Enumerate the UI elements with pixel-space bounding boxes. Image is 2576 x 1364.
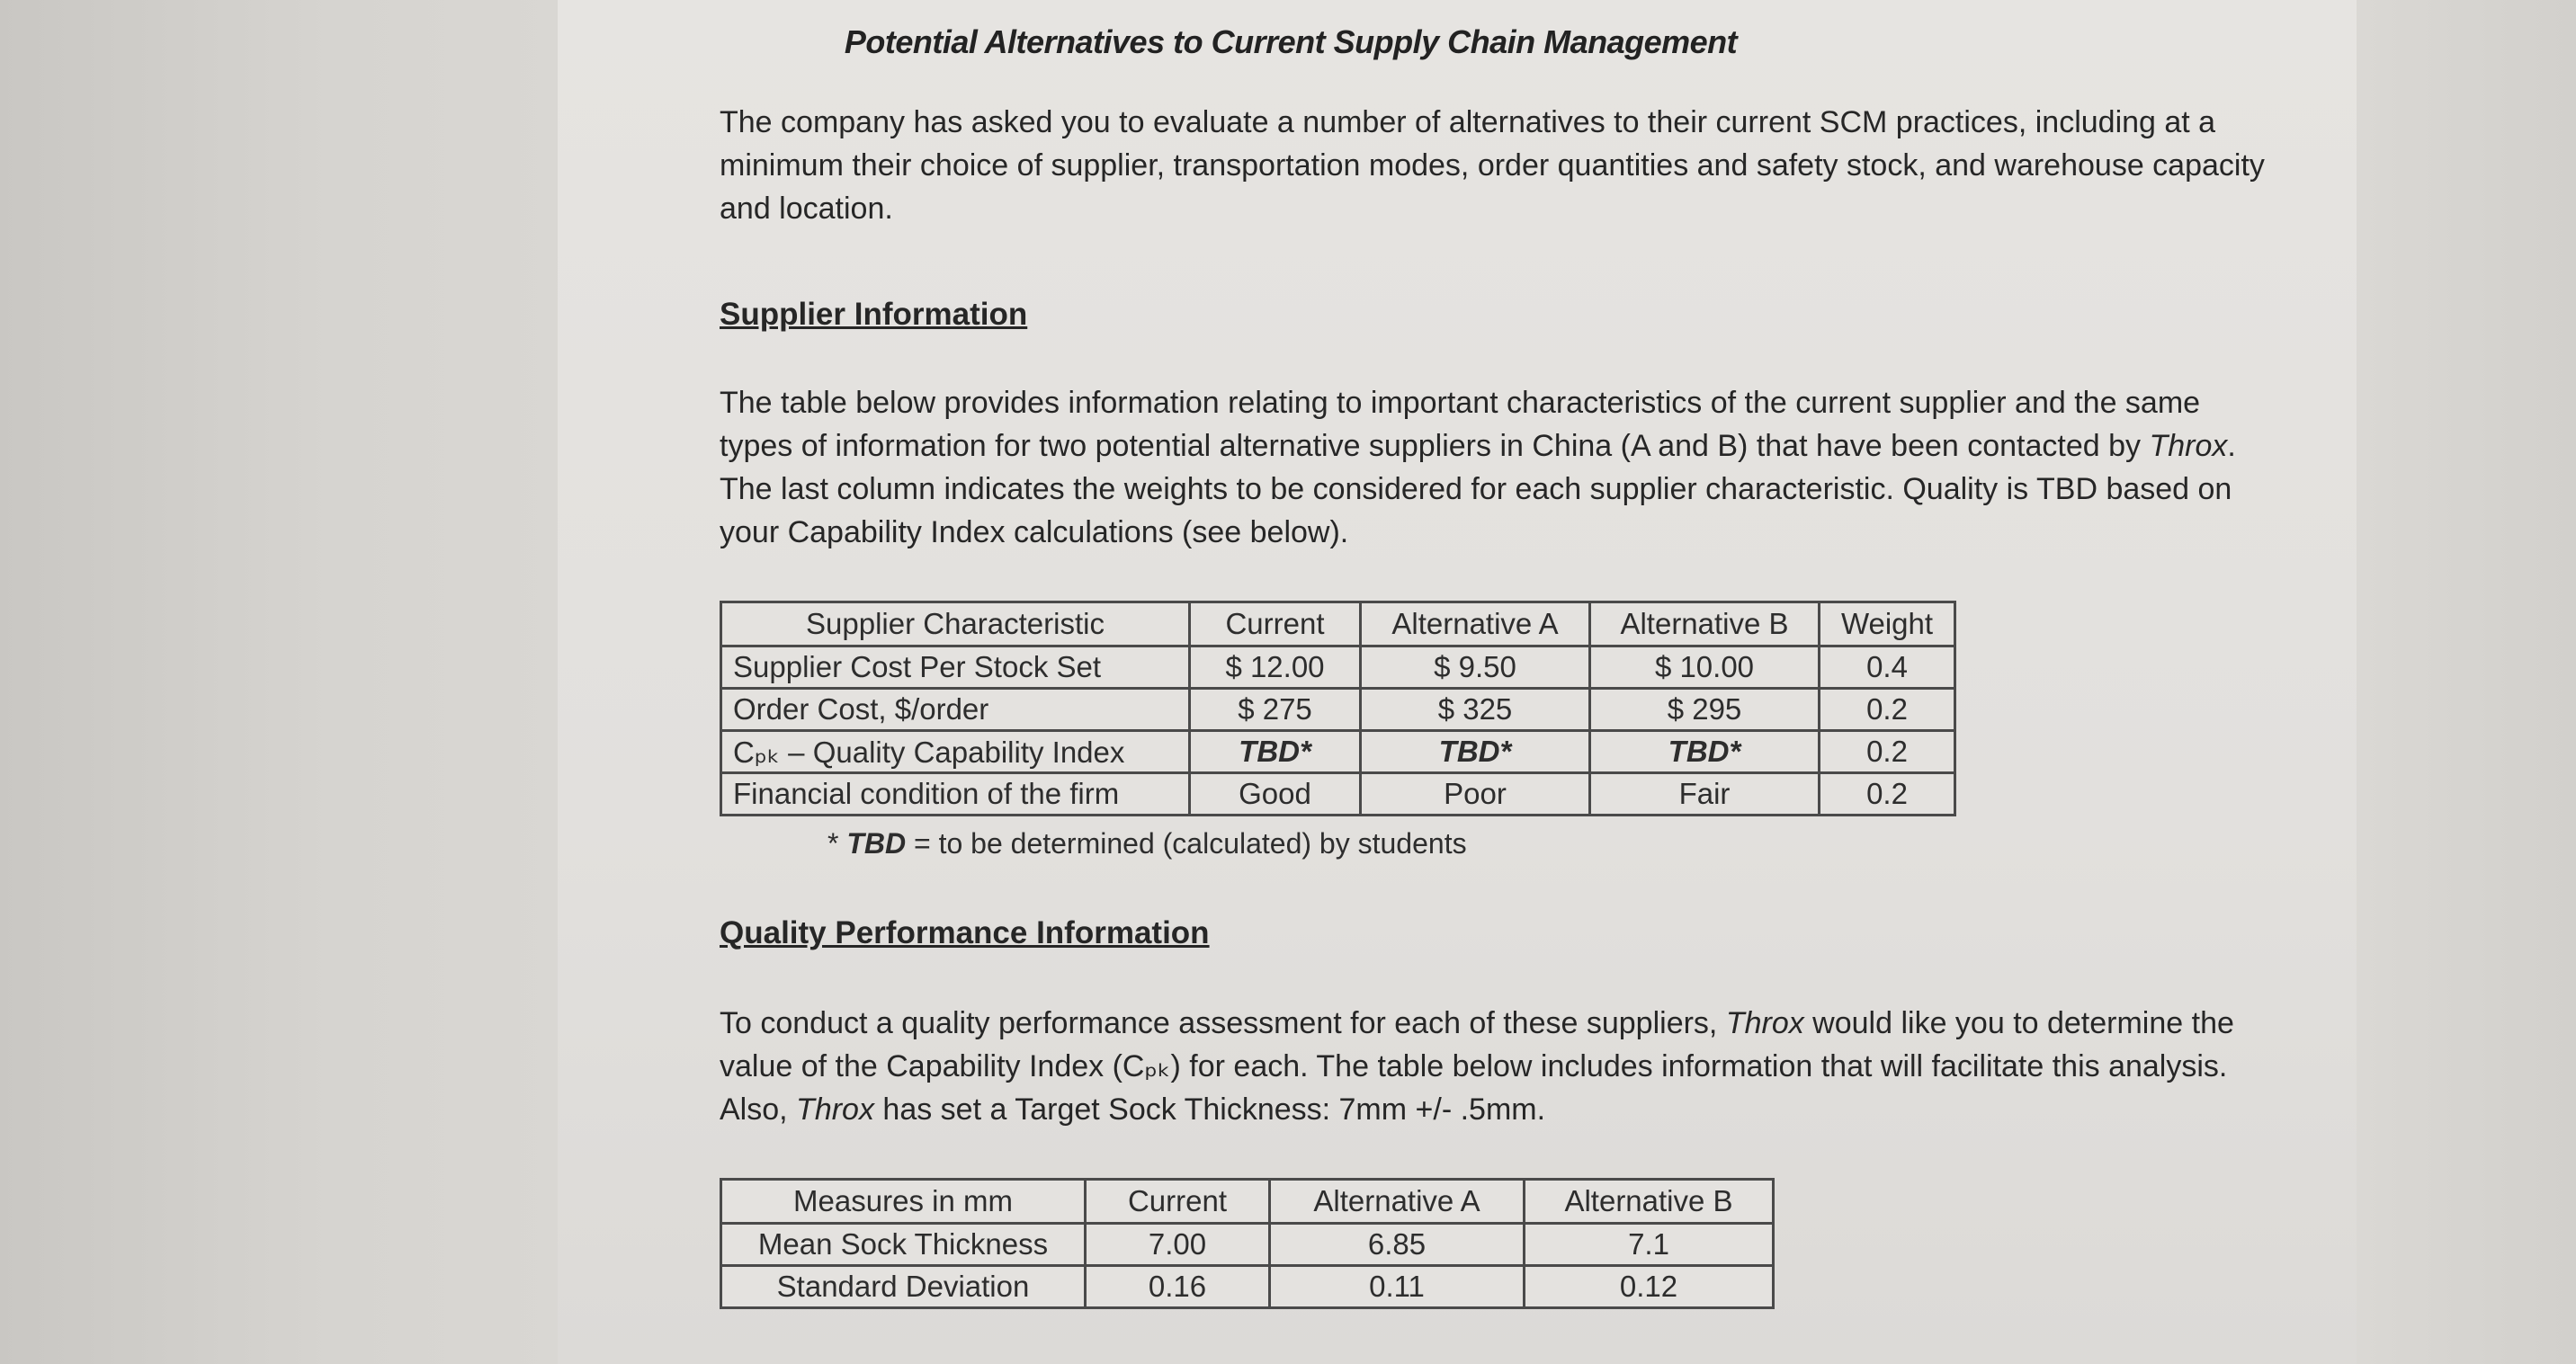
header-cell: Alternative A — [1270, 1180, 1525, 1224]
table-header-row — [721, 1180, 1774, 1224]
row-label: Cₚₖ – Quality Capability Index — [721, 731, 1190, 773]
intro-paragraph: The company has asked you to evaluate a number of alternatives to their current SCM practices, including at a minimum their choice of supplier, transportation modes, order quantities and safety stock, and warehouse capacity and location. — [720, 105, 2265, 226]
header-cell: Current — [1086, 1180, 1270, 1224]
table-cell: $ 10.00 — [1590, 646, 1820, 689]
background-right — [2357, 0, 2576, 1364]
header-cell: Alternative B — [1525, 1180, 1774, 1224]
quality-heading: Quality Performance Information — [720, 915, 1210, 950]
header-cell: Alternative A — [1361, 602, 1590, 646]
page-title: Potential Alternatives to Current Supply Chain Management — [844, 23, 1738, 60]
company-name: Throx — [1725, 1006, 1804, 1040]
table-cell: 7.1 — [1525, 1224, 1774, 1266]
table-cell: TBD* — [1361, 731, 1590, 773]
table-row — [721, 646, 1955, 689]
row-label: Standard Deviation — [721, 1266, 1086, 1308]
row-label: Order Cost, $/order — [721, 689, 1190, 731]
company-name: Throx — [2149, 429, 2228, 463]
row-label: Supplier Cost Per Stock Set — [721, 646, 1190, 689]
document-page — [558, 0, 2357, 1364]
table-cell: TBD* — [1190, 731, 1361, 773]
table-row — [721, 1266, 1774, 1308]
header-cell: Alternative B — [1590, 602, 1820, 646]
supplier-paragraph: The table below provides information relating to important characteristics of the current supplier and the same types of information for two potential alternative suppliers in China (A and B) that have been contacted by Throx. The last column indicates the weights to be considered for each supplier characteristic. Quality is TBD based on your Capability Index calculations (see below). — [720, 386, 2236, 549]
header-cell: Current — [1190, 602, 1361, 646]
table-cell: 0.2 — [1820, 689, 1955, 731]
row-label: Mean Sock Thickness — [721, 1224, 1086, 1266]
row-label: Financial condition of the firm — [721, 773, 1190, 816]
supplier-table — [720, 601, 1956, 816]
table-header-row — [721, 602, 1955, 646]
table-cell: 0.16 — [1086, 1266, 1270, 1308]
table-row — [721, 773, 1955, 816]
table-cell: TBD* — [1590, 731, 1820, 773]
table-cell: Fair — [1590, 773, 1820, 816]
table-cell: 0.4 — [1820, 646, 1955, 689]
table-cell: $ 295 — [1590, 689, 1820, 731]
supplier-heading: Supplier Information — [720, 297, 1028, 332]
table-cell: 0.12 — [1525, 1266, 1774, 1308]
table-cell: $ 12.00 — [1190, 646, 1361, 689]
quality-table — [720, 1178, 1775, 1309]
table-cell: 0.11 — [1270, 1266, 1525, 1308]
table-cell: $ 275 — [1190, 689, 1361, 731]
table-cell: Poor — [1361, 773, 1590, 816]
tbd-footnote: * TBD = to be determined (calculated) by students — [827, 827, 1467, 860]
table-cell: 6.85 — [1270, 1224, 1525, 1266]
table-cell: 0.2 — [1820, 773, 1955, 816]
table-cell: Good — [1190, 773, 1361, 816]
table-row — [721, 731, 1955, 773]
table-cell: 7.00 — [1086, 1224, 1270, 1266]
table-row — [721, 689, 1955, 731]
table-cell: $ 325 — [1361, 689, 1590, 731]
header-cell: Measures in mm — [721, 1180, 1086, 1224]
background-left — [0, 0, 558, 1364]
header-cell: Supplier Characteristic — [721, 602, 1190, 646]
company-name: Throx — [796, 1092, 874, 1127]
quality-paragraph: To conduct a quality performance assessment for each of these suppliers, Throx would like you to determine the value of the Capability Index (Cₚₖ) for each. The table below includes information that will facilitate this analysis. Also, Throx has set a Target Sock Thickness: 7mm +/- .5mm. — [720, 1006, 2234, 1127]
table-row — [721, 1224, 1774, 1266]
table-cell: $ 9.50 — [1361, 646, 1590, 689]
header-cell: Weight — [1820, 602, 1955, 646]
table-cell: 0.2 — [1820, 731, 1955, 773]
